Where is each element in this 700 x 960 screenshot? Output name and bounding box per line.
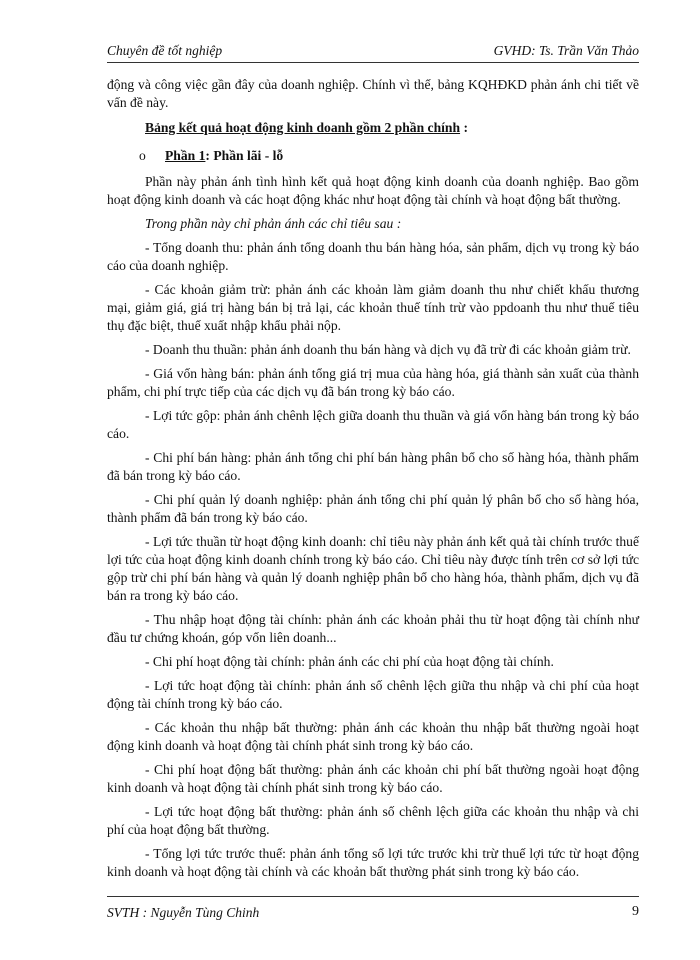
- indicator-item: - Các khoản thu nhập bất thường: phản ánh các khoản thu nhập bất thường ngoài hoạt động kinh doanh và hoạt động tài chính phát sinh trong kỳ báo cáo.: [107, 720, 639, 753]
- page-number: 9: [632, 904, 639, 919]
- page-footer: [107, 896, 639, 921]
- indicator-item: - Chi phí quản lý doanh nghiệp: phản ánh tổng chi phí quản lý phân bổ cho số hàng hóa, thành phẩm đã bán trong kỳ báo cáo.: [107, 492, 639, 525]
- bullet-circle-icon: o: [139, 148, 146, 163]
- indicator-item: - Tổng doanh thu: phản ánh tổng doanh thu bán hàng hóa, sản phẩm, dịch vụ trong kỳ báo cáo của doanh nghiệp.: [107, 240, 639, 273]
- page-body: [107, 76, 639, 887]
- indicator-item: - Lợi tức thuần từ hoạt động kinh doanh: chỉ tiêu này phản ánh kết quả tài chính trước thuế lợi tức của hoạt động kinh doanh chính trong kỳ báo cáo. Chỉ tiêu này được tính trên cơ sở lợi tức gộp trừ chi phí bán hàng và quản lý doanh nghiệp phân bổ cho hàng hóa, thành phẩm, dịch vụ đã bán ra trong kỳ báo cáo.: [107, 534, 639, 603]
- indicator-item: - Lợi tức gộp: phản ánh chênh lệch giữa doanh thu thuần và giá vốn hàng bán trong kỳ báo cáo.: [107, 408, 639, 441]
- indicator-item: - Giá vốn hàng bán: phản ánh tổng giá trị mua của hàng hóa, giá thành sản xuất của thành phẩm, chi phí trực tiếp của các dịch vụ đã bán trong kỳ báo cáo.: [107, 366, 639, 399]
- indicator-item: - Lợi tức hoạt động tài chính: phản ánh số chênh lệch giữa thu nhập và chi phí của hoạt động tài chính trong kỳ báo cáo.: [107, 678, 639, 711]
- header-supervisor: GVHD: Ts. Trần Văn Thảo: [493, 43, 639, 58]
- footer-student: SVTH : Nguyễn Tùng Chinh: [107, 905, 260, 920]
- indicator-item: - Chi phí hoạt động bất thường: phản ánh các khoản chi phí bất thường ngoài hoạt động kinh doanh và hoạt động tài chính phát sinh trong kỳ báo cáo.: [107, 762, 639, 795]
- indicator-item: - Doanh thu thuần: phản ánh doanh thu bán hàng và dịch vụ đã trừ đi các khoản giảm trừ.: [145, 342, 631, 357]
- indicator-item: - Tổng lợi tức trước thuế: phản ánh tổng số lợi tức trước khi trừ thuế lợi tức từ hoạt động kinh doanh và hoạt động tài chính và các khoản bất thường phát sinh trong kỳ báo cáo.: [107, 846, 639, 879]
- section-heading: [107, 119, 639, 137]
- indicator-item: - Thu nhập hoạt động tài chính: phản ánh các khoản phải thu từ hoạt động tài chính như đầu tư chứng khoán, góp vốn liên doanh...: [107, 612, 639, 645]
- part-description: Phần này phản ánh tình hình kết quả hoạt động kinh doanh của doanh nghiệp. Bao gồm hoạt động kinh doanh và các hoạt động khác như hoạt động tài chính và hoạt động bất thường.: [107, 174, 639, 207]
- header-document-title: Chuyên đề tốt nghiệp: [107, 43, 223, 58]
- part-1-title: : Phần lãi - lỗ: [205, 148, 284, 163]
- indicator-item: - Lợi tức hoạt động bất thường: phản ánh số chênh lệch giữa các khoản thu nhập và chi phí của hoạt động bất thường.: [107, 804, 639, 837]
- part-1-heading: [139, 147, 639, 165]
- section-heading-suffix: :: [460, 120, 468, 135]
- indicator-item: - Chi phí bán hàng: phản ánh tổng chi phí bán hàng phân bổ cho số hàng hóa, thành phẩm đã bán trong kỳ báo cáo.: [107, 450, 639, 483]
- indicators-intro: Trong phần này chỉ phản ánh các chỉ tiêu sau :: [145, 216, 402, 231]
- indicator-item: - Chi phí hoạt động tài chính: phản ánh các chi phí của hoạt động tài chính.: [145, 654, 554, 669]
- opening-paragraph: động và công việc gần đây của doanh nghiệp. Chính vì thế, bảng KQHĐKD phản ánh chi tiết về vấn đề này.: [107, 77, 639, 110]
- indicator-item: - Các khoản giảm trừ: phản ánh các khoản làm giảm doanh thu như chiết khấu thương mại, giảm giá, giá trị hàng bán bị trả lại, các khoản thuế tính trừ vào ppdoanh thu như thuế tiêu thụ đặc biệt, thuế xuất nhập khẩu phải nộp.: [107, 282, 639, 333]
- section-heading-text: Bảng kết quả hoạt động kinh doanh gồm 2 phần chính: [145, 120, 461, 135]
- part-1-label: Phần 1: [165, 148, 206, 163]
- page-header: [107, 42, 639, 63]
